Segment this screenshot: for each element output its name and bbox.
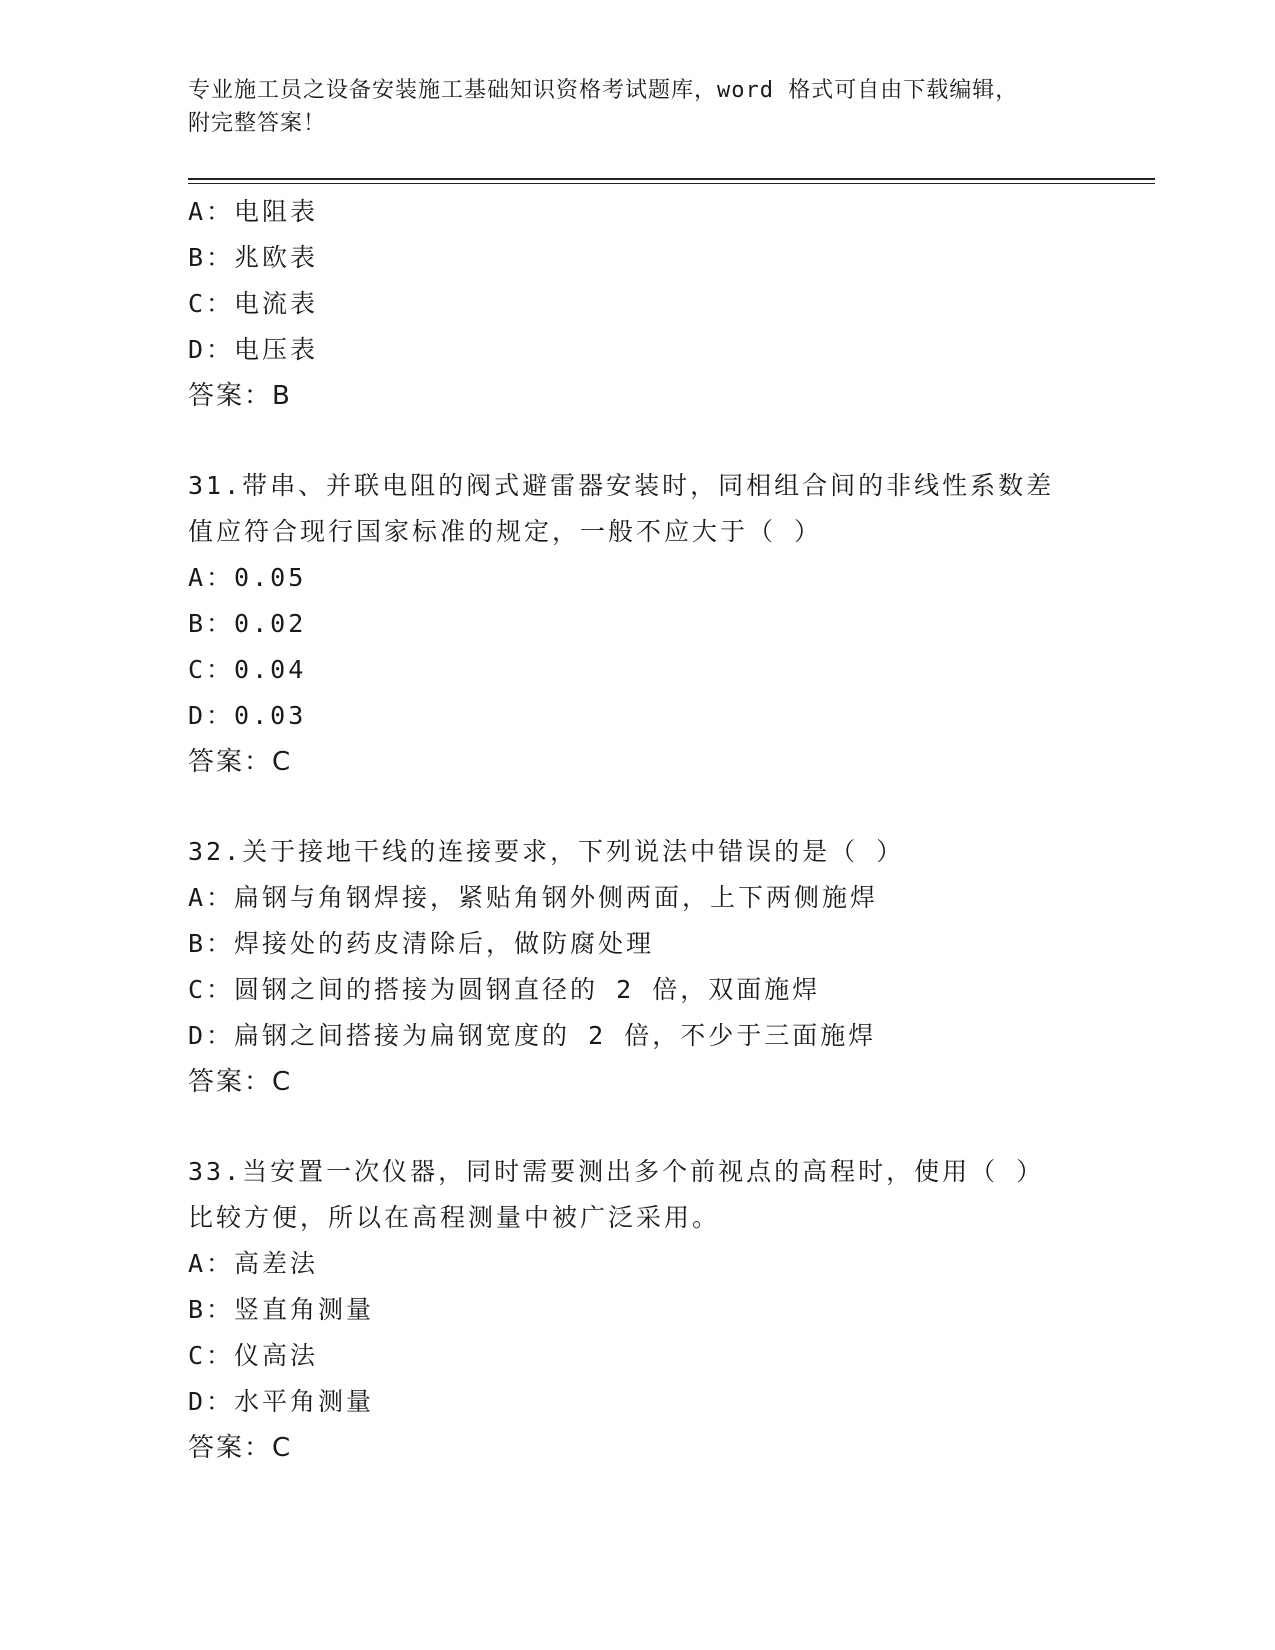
document-header [188,74,1088,140]
option-b: B：焊接处的药皮清除后，做防腐处理 [188,929,655,958]
answer-label: 答案：B [188,381,292,411]
option-a: A：0.05 [188,563,307,592]
question-text-line-1: 33.当安置一次仪器，同时需要测出多个前视点的高程时，使用（ ） [188,1157,1045,1186]
question-block-32 [188,829,1088,1105]
question-block-31 [188,463,1088,785]
header-line-2: 附完整答案！ [188,111,327,136]
question-block-33 [188,1149,1088,1471]
option-d: D：0.03 [188,701,307,730]
option-c: C：圆钢之间的搭接为圆钢直径的 2 倍，双面施焊 [188,975,821,1004]
option-a: A：电阻表 [188,197,319,226]
option-a: A：高差法 [188,1249,319,1278]
option-d: D：水平角测量 [188,1387,375,1416]
question-text-line-2: 值应符合现行国家标准的规定，一般不应大于（ ） [188,517,823,546]
question-text-line-1: 32.关于接地干线的连接要求，下列说法中错误的是（ ） [188,837,905,866]
answer-label: 答案：C [188,1433,293,1463]
header-divider-thick [188,178,1155,180]
question-text-line-1: 31.带串、并联电阻的阀式避雷器安装时，同相组合间的非线性系数差 [188,471,1055,500]
option-d: D：扁钢之间搭接为扁钢宽度的 2 倍，不少于三面施焊 [188,1021,877,1050]
option-b: B：竖直角测量 [188,1295,375,1324]
option-d: D：电压表 [188,335,319,364]
option-c: C：0.04 [188,655,307,684]
option-c: C：仪高法 [188,1341,319,1370]
answer-label: 答案：C [188,747,293,777]
header-line-1: 专业施工员之设备安装施工基础知识资格考试题库，word 格式可自由下载编辑， [188,78,1019,103]
option-b: B：0.02 [188,609,307,638]
question-text-line-2: 比较方便，所以在高程测量中被广泛采用。 [188,1203,721,1232]
header-divider-thin [188,183,1155,184]
question-block-30 [188,189,1088,419]
option-a: A：扁钢与角钢焊接，紧贴角钢外侧两面，上下两侧施焊 [188,883,879,912]
option-c: C：电流表 [188,289,319,318]
option-b: B：兆欧表 [188,243,319,272]
question-list [188,189,1088,1471]
answer-label: 答案：C [188,1067,293,1097]
